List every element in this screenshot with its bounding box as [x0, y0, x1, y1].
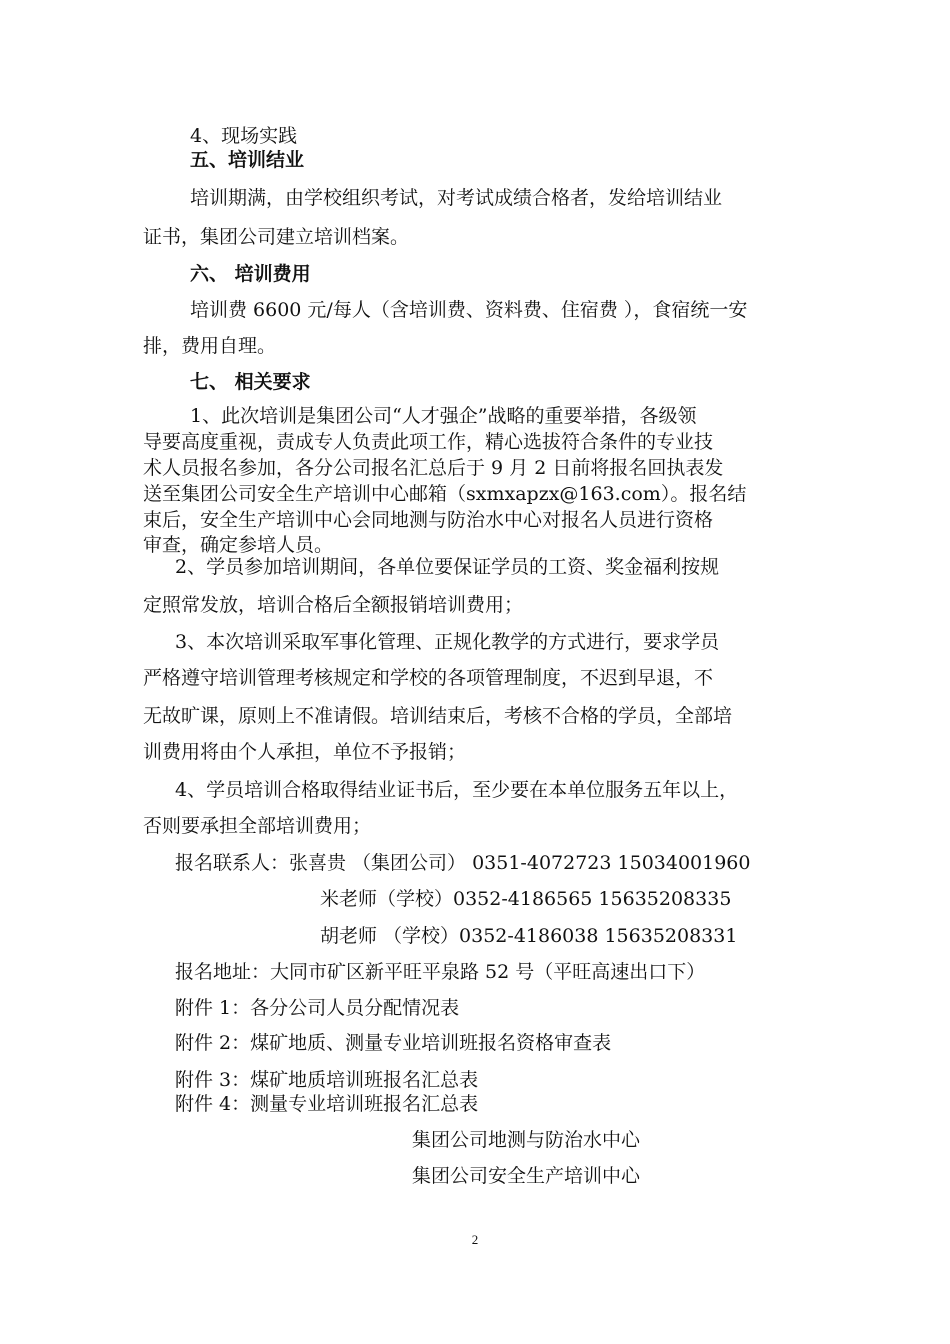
- attachment-item: 附件 1：各分公司人员分配情况表: [175, 997, 460, 1019]
- paragraph-line: 4、学员培训合格取得结业证书后，至少要在本单位服务五年以上，: [175, 779, 739, 801]
- paragraph-line: 否则要承担全部培训费用；: [143, 815, 372, 837]
- paragraph-line: 培训费 6600 元/每人（含培训费、资料费、住宿费 ），食宿统一安: [190, 299, 748, 321]
- paragraph-line: 排，费用自理。: [143, 335, 277, 357]
- paragraph-line: 3、本次培训采取军事化管理、正规化教学的方式进行，要求学员: [175, 631, 720, 653]
- address-line: 报名地址：大同市矿区新平旺平泉路 52 号（平旺高速出口下）: [175, 961, 706, 983]
- contact-line: 米老师（学校）0352-4186565 15635208335: [320, 888, 732, 910]
- page-number: 2: [471, 1232, 479, 1247]
- section-heading: 六、 培训费用: [190, 263, 311, 285]
- signature-line: 集团公司地测与防治水中心: [412, 1129, 641, 1151]
- paragraph-line: 1、此次培训是集团公司“人才强企”战略的重要举措，各级领: [190, 405, 697, 427]
- paragraph-line: 训费用将由个人承担，单位不予报销；: [143, 741, 467, 763]
- paragraph-line: 证书，集团公司建立培训档案。: [143, 226, 410, 248]
- section-heading: 五、培训结业: [190, 149, 305, 171]
- contact-line: 报名联系人：张喜贵 （集团公司） 0351-4072723 15034001960: [175, 852, 751, 874]
- paragraph-line: 束后，安全生产培训中心会同地测与防治水中心对报名人员进行资格: [143, 509, 714, 531]
- paragraph-line: 送至集团公司安全生产培训中心邮箱（sxmxapzx@163.com）。报名结: [143, 483, 747, 505]
- paragraph-line: 2、学员参加培训期间，各单位要保证学员的工资、奖金福利按规: [175, 556, 720, 578]
- contact-line: 胡老师 （学校）0352-4186038 15635208331: [320, 925, 738, 947]
- paragraph-line: 术人员报名参加，各分公司报名汇总后于 9 月 2 日前将报名回执表发: [143, 457, 724, 479]
- paragraph-line: 培训期满，由学校组织考试，对考试成绩合格者，发给培训结业: [190, 187, 723, 209]
- paragraph-line: 审查，确定参培人员。: [143, 534, 334, 556]
- attachment-item: 附件 3：煤矿地质培训班报名汇总表: [175, 1069, 479, 1091]
- paragraph-line: 定照常发放，培训合格后全额报销培训费用；: [143, 594, 524, 616]
- paragraph-line: 严格遵守培训管理考核规定和学校的各项管理制度，不迟到早退，不: [143, 667, 714, 689]
- attachment-item: 附件 2：煤矿地质、测量专业培训班报名资格审查表: [175, 1032, 612, 1054]
- paragraph-line: 导要高度重视，责成专人负责此项工作，精心选拔符合条件的专业技: [143, 431, 714, 453]
- paragraph-line: 无故旷课，原则上不准请假。培训结束后，考核不合格的学员，全部培: [143, 705, 733, 727]
- signature-line: 集团公司安全生产培训中心: [412, 1165, 641, 1187]
- attachment-item: 附件 4：测量专业培训班报名汇总表: [175, 1093, 479, 1115]
- list-item: 4、现场实践: [190, 125, 298, 147]
- section-heading: 七、 相关要求: [190, 371, 311, 393]
